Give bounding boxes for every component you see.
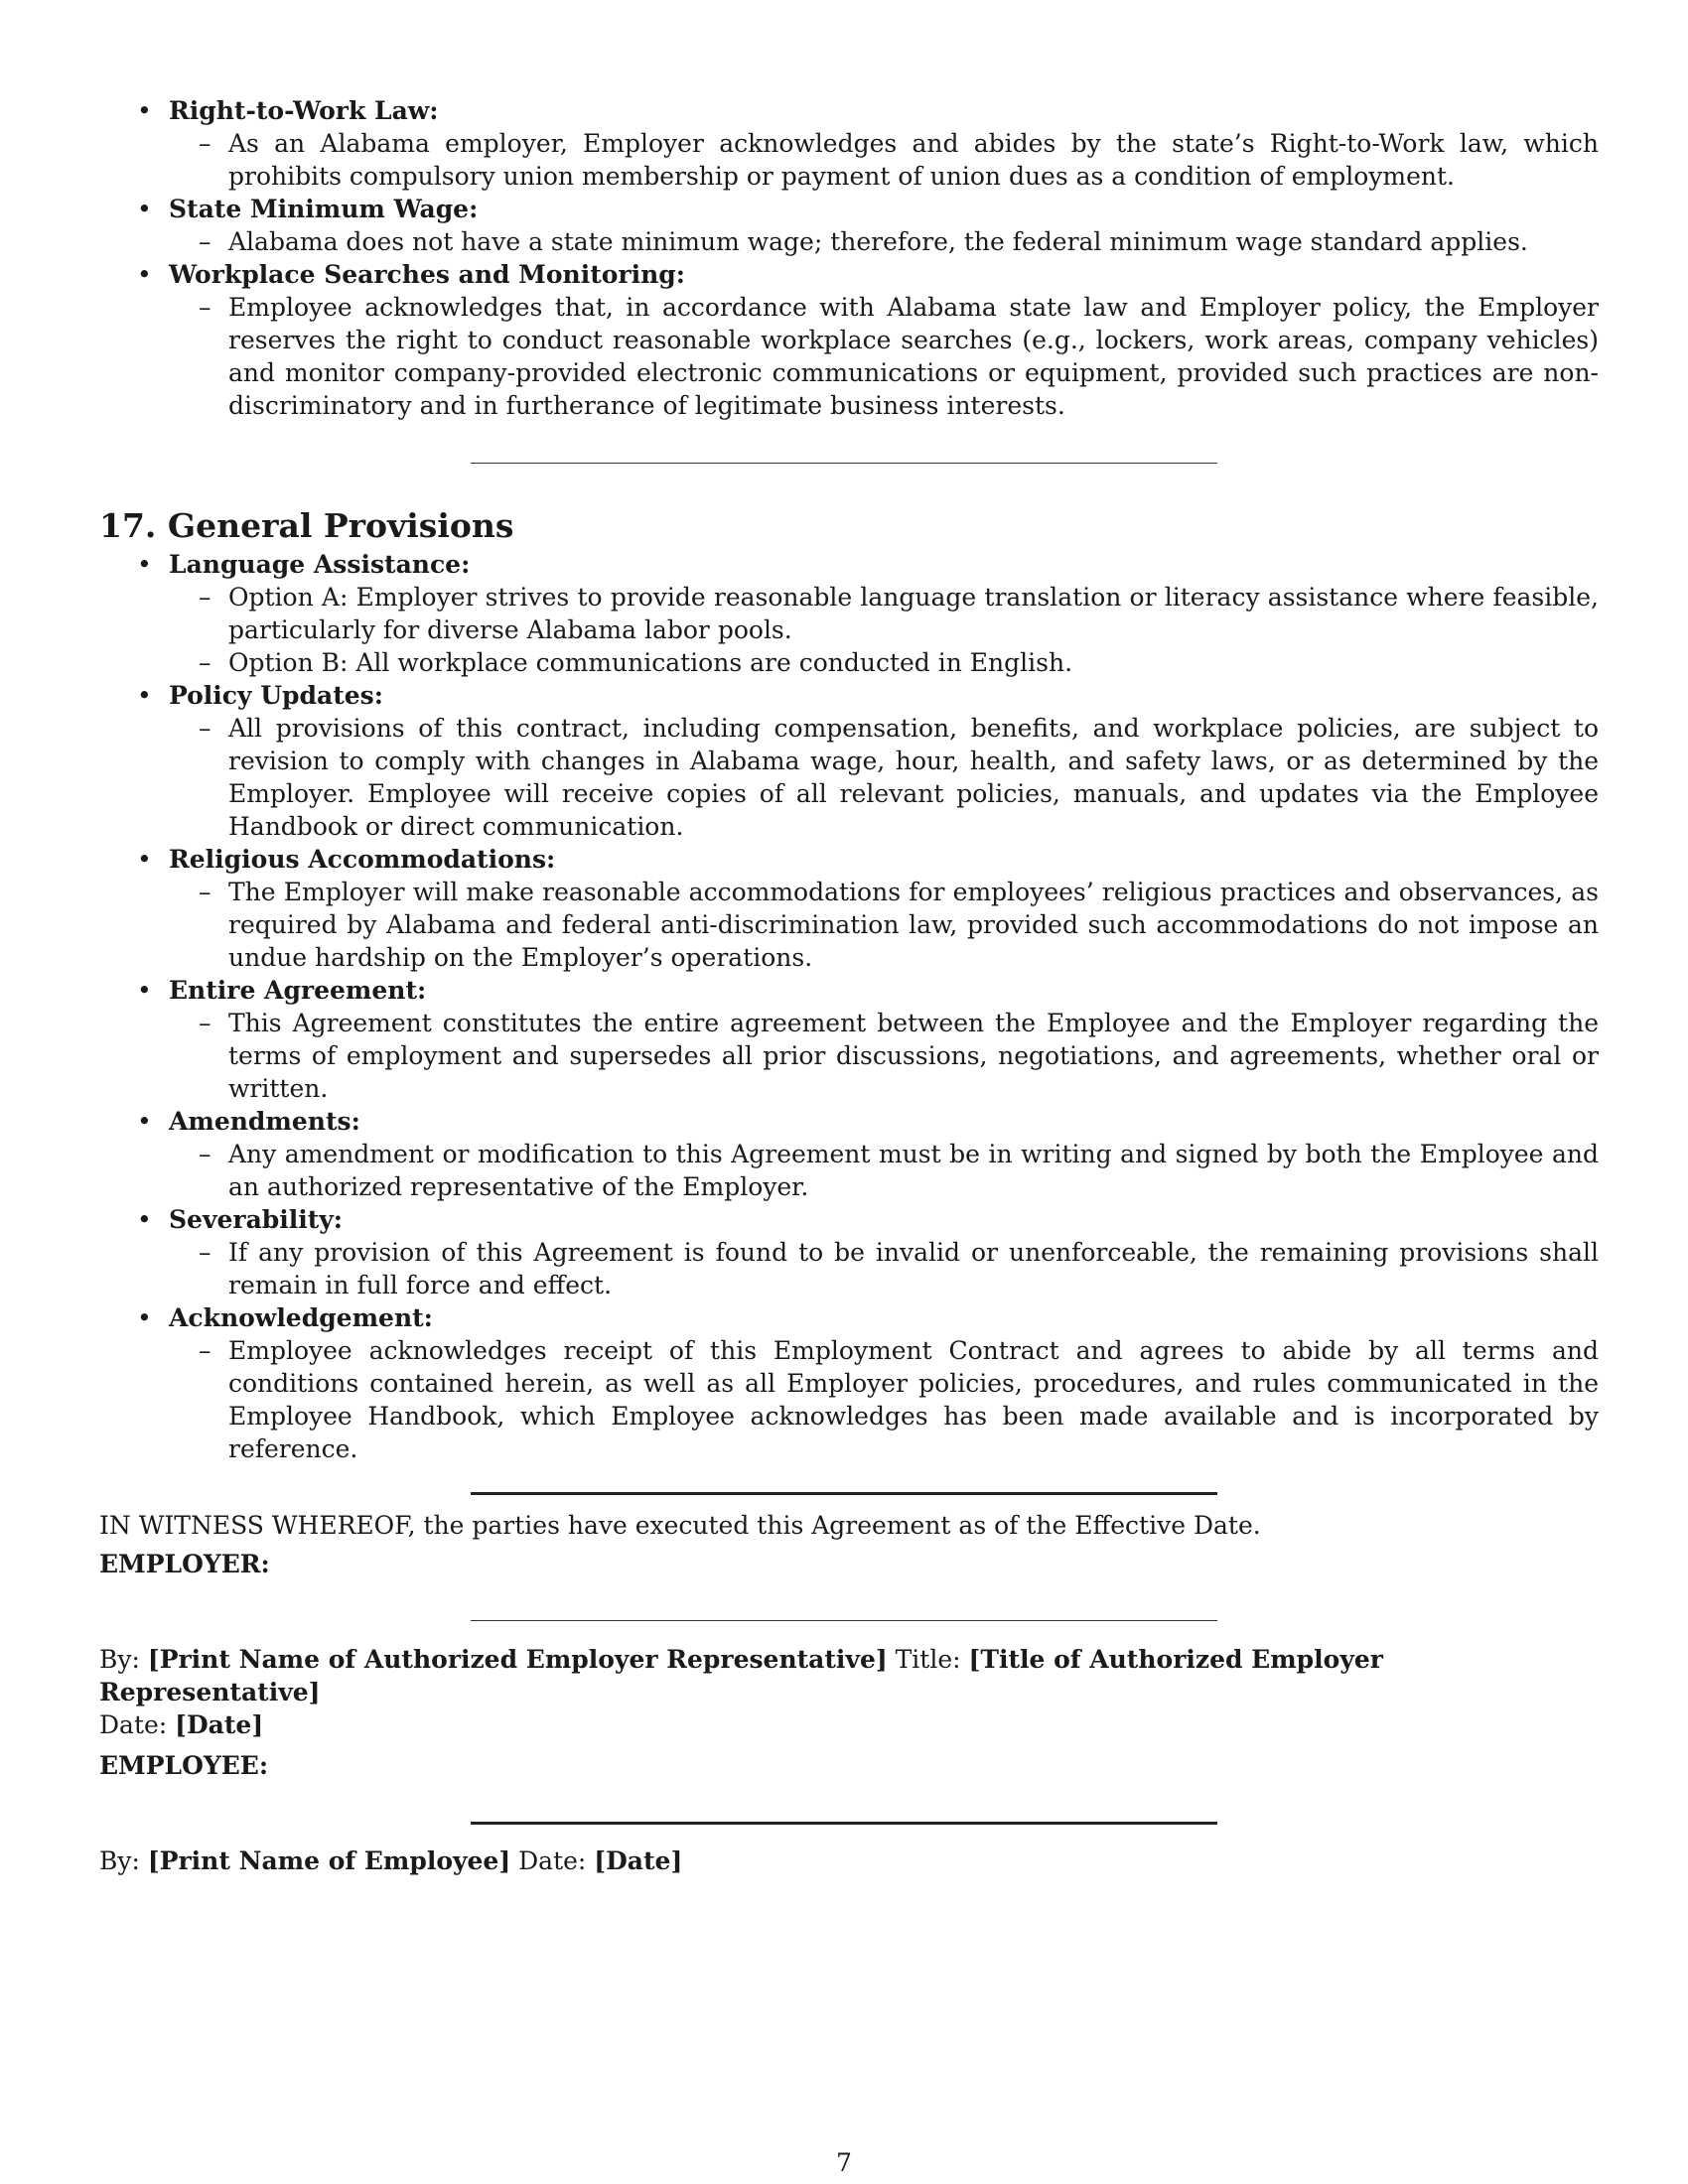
dash-item: – All provisions of this contract, including compensation, benefits, and workplace policies, are subject to revision to comply with changes in Alabama wage, hour, health, and safety laws, or as determined by the Employer. Employee will receive copies of all relevant policies, manuals, and updates via the Employee Handbook or direct communication.	[169, 712, 1599, 843]
employee-name-placeholder: [Print Name of Employee]	[147, 1846, 511, 1875]
bullet-heading: Entire Agreement:	[169, 976, 427, 1005]
page-number: 7	[836, 2148, 852, 2177]
dash-item: – Alabama does not have a state minimum wage; therefore, the federal minimum wage standard applies.	[169, 225, 1599, 258]
by-label: By:	[99, 1645, 148, 1674]
employee-date-placeholder: [Date]	[594, 1846, 683, 1875]
dash-item: – This Agreement constitutes the entire agreement between the Employee and the Employer regarding the terms of employment and supersedes all prior discussions, negotiations, and agreements, whether oral or written.	[169, 1007, 1599, 1105]
by-label: By:	[99, 1846, 148, 1875]
employer-title-placeholder: [Title of Authorized Employer Representative]	[99, 1645, 1383, 1706]
bullet-heading: State Minimum Wage:	[169, 195, 479, 223]
list-item	[99, 258, 1599, 422]
employer-name-placeholder: [Print Name of Authorized Employer Representative]	[147, 1645, 888, 1674]
employer-heading: EMPLOYER:	[99, 1550, 270, 1578]
dash-item: – Any amendment or modification to this Agreement must be in writing and signed by both the Employee and an authorized representative of the Employer.	[169, 1138, 1599, 1203]
bullet-heading: Severability:	[169, 1205, 344, 1234]
top-bullet-list	[99, 94, 1599, 422]
document-page	[99, 94, 1599, 1877]
bullet-heading: Language Assistance:	[169, 550, 471, 579]
list-item	[99, 1203, 1599, 1301]
title-label: Title:	[887, 1645, 969, 1674]
bullet-heading: Workplace Searches and Monitoring:	[169, 260, 685, 289]
general-provisions-list	[99, 548, 1599, 1465]
dash-item: – Option B: All workplace communications are conducted in English.	[169, 646, 1599, 679]
bullet-heading: Policy Updates:	[169, 681, 383, 710]
dash-item: – The Employer will make reasonable accommodations for employees’ religious practices and observances, as required by Alabama and federal anti-discrimination law, provided such accommodations do not impose an undue hardship on the Employer’s operations.	[169, 876, 1599, 974]
bullet-heading: Amendments:	[169, 1107, 360, 1136]
date-label: Date:	[510, 1846, 595, 1875]
list-item	[99, 843, 1599, 974]
employer-date-placeholder: [Date]	[175, 1710, 264, 1739]
witness-statement: IN WITNESS WHEREOF, the parties have executed this Agreement as of the Effective Date.	[99, 1511, 1261, 1540]
employee-heading: EMPLOYEE:	[99, 1751, 269, 1780]
list-item	[99, 1105, 1599, 1203]
list-item	[99, 193, 1589, 258]
list-item	[99, 94, 1599, 193]
dash-item: – Employee acknowledges receipt of this Employment Contract and agrees to abide by all terms and conditions contained herein, as well as all Employer policies, procedures, and rules communicated in the Employee Handbook, which Employee acknowledges has been made available and is incorporated by reference.	[169, 1334, 1599, 1465]
dash-item: – Employee acknowledges that, in accordance with Alabama state law and Employer policy, the Employer reserves the right to conduct reasonable workplace searches (e.g., lockers, work areas, company vehicles) and monitor company-provided electronic communications or equipment, provided such practices are non-discriminatory and in furtherance of legitimate business interests.	[169, 291, 1599, 422]
bullet-heading: Acknowledgement:	[169, 1303, 433, 1332]
list-item	[99, 974, 1599, 1105]
dash-item: – Option A: Employer strives to provide reasonable language translation or literacy assistance where feasible, particularly for diverse Alabama labor pools.	[169, 581, 1599, 646]
list-item	[99, 548, 1599, 679]
list-item	[99, 1301, 1599, 1465]
list-item	[99, 679, 1599, 843]
dash-item: – As an Alabama employer, Employer acknowledges and abides by the state’s Right-to-Work law, which prohibits compulsory union membership or payment of union dues as a condition of employment.	[169, 127, 1599, 193]
bullet-heading: Right-to-Work Law:	[169, 96, 439, 125]
section-title: 17. General Provisions	[99, 506, 514, 545]
employee-signature-block	[99, 1844, 1589, 1877]
date-label: Date:	[99, 1710, 176, 1739]
dash-item: – If any provision of this Agreement is found to be invalid or unenforceable, the remaining provisions shall remain in full force and effect.	[169, 1236, 1599, 1301]
bullet-heading: Religious Accommodations:	[169, 845, 556, 874]
employer-signature-block	[99, 1643, 1589, 1741]
